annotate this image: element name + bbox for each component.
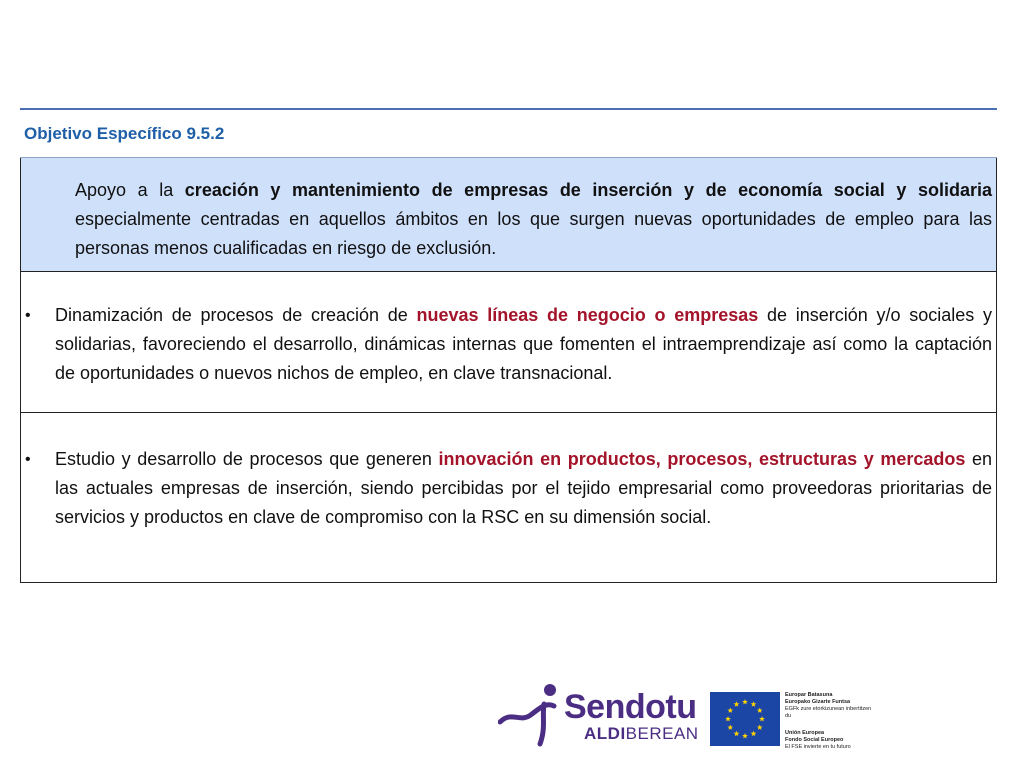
eu-fund-text [785,692,875,751]
title-row [20,108,997,158]
berean-light: BEREAN [625,724,699,743]
intro-text: Apoyo a la [75,180,185,200]
footer-logos [498,680,872,750]
intro-bold: creación y mantenimiento de empresas de inserción y de economía social y solidaria [184,180,993,200]
bullet-text: Estudio y desarrollo de procesos que generen [55,449,439,469]
bullet-highlight: nuevas líneas de negocio o empresas [416,305,759,325]
objective-table [20,108,997,583]
bullet-text-rest: en las actuales empresas de inserción, siendo percibidas por el tejido empresarial como proveedoras prioritarias de servicios y productos en clave de compromiso con la RSC en su dimensión social. [55,449,992,527]
bullet-text: Dinamización de procesos de creación de [55,305,417,325]
aldi-bold: ALDI [584,724,626,743]
eu-line-6: El FSE invierte en tu futuro [785,744,851,750]
page-title: Objetivo Específico 9.5.2 [24,123,225,143]
bullet-mark: • [25,451,31,468]
bullet-row-1 [20,272,997,413]
sendotu-wordmark: Sendotu [564,688,697,726]
bullet-text-rest: de inserción y/o sociales y solidarias, favoreciendo el desarrollo, dinámicas internas que fomenten el intraemprendizaje así como la captación de oportunidades o nuevos nichos de empleo, en clave transnacional. [55,305,992,383]
bullet-highlight: innovación en productos, procesos, estructuras y mercados [438,449,966,469]
eu-line-4: Unión Europea [785,730,825,736]
intro-row [20,158,997,272]
aldiberean-wordmark [584,724,699,744]
eu-line-5: Fondo Social Europeo [785,737,844,743]
intro-text-rest: especialmente centradas en aquellos ámbitos en los que surgen nuevas oportunidades de empleo para las personas menos cualificadas en riesgo de exclusión. [75,209,992,258]
bullet-row-2 [20,413,997,583]
sendotu-figure-icon [498,680,568,750]
eu-line-1: Europar Batasuna [785,692,833,698]
eu-line-2: Europako Gizarte Funtsa [785,699,851,705]
eu-line-3: EGFk zure etorkizunean inbertitzen du [785,706,872,719]
eu-flag-icon [710,692,780,746]
bullet-mark: • [25,307,31,324]
sendotu-logo [498,680,698,750]
